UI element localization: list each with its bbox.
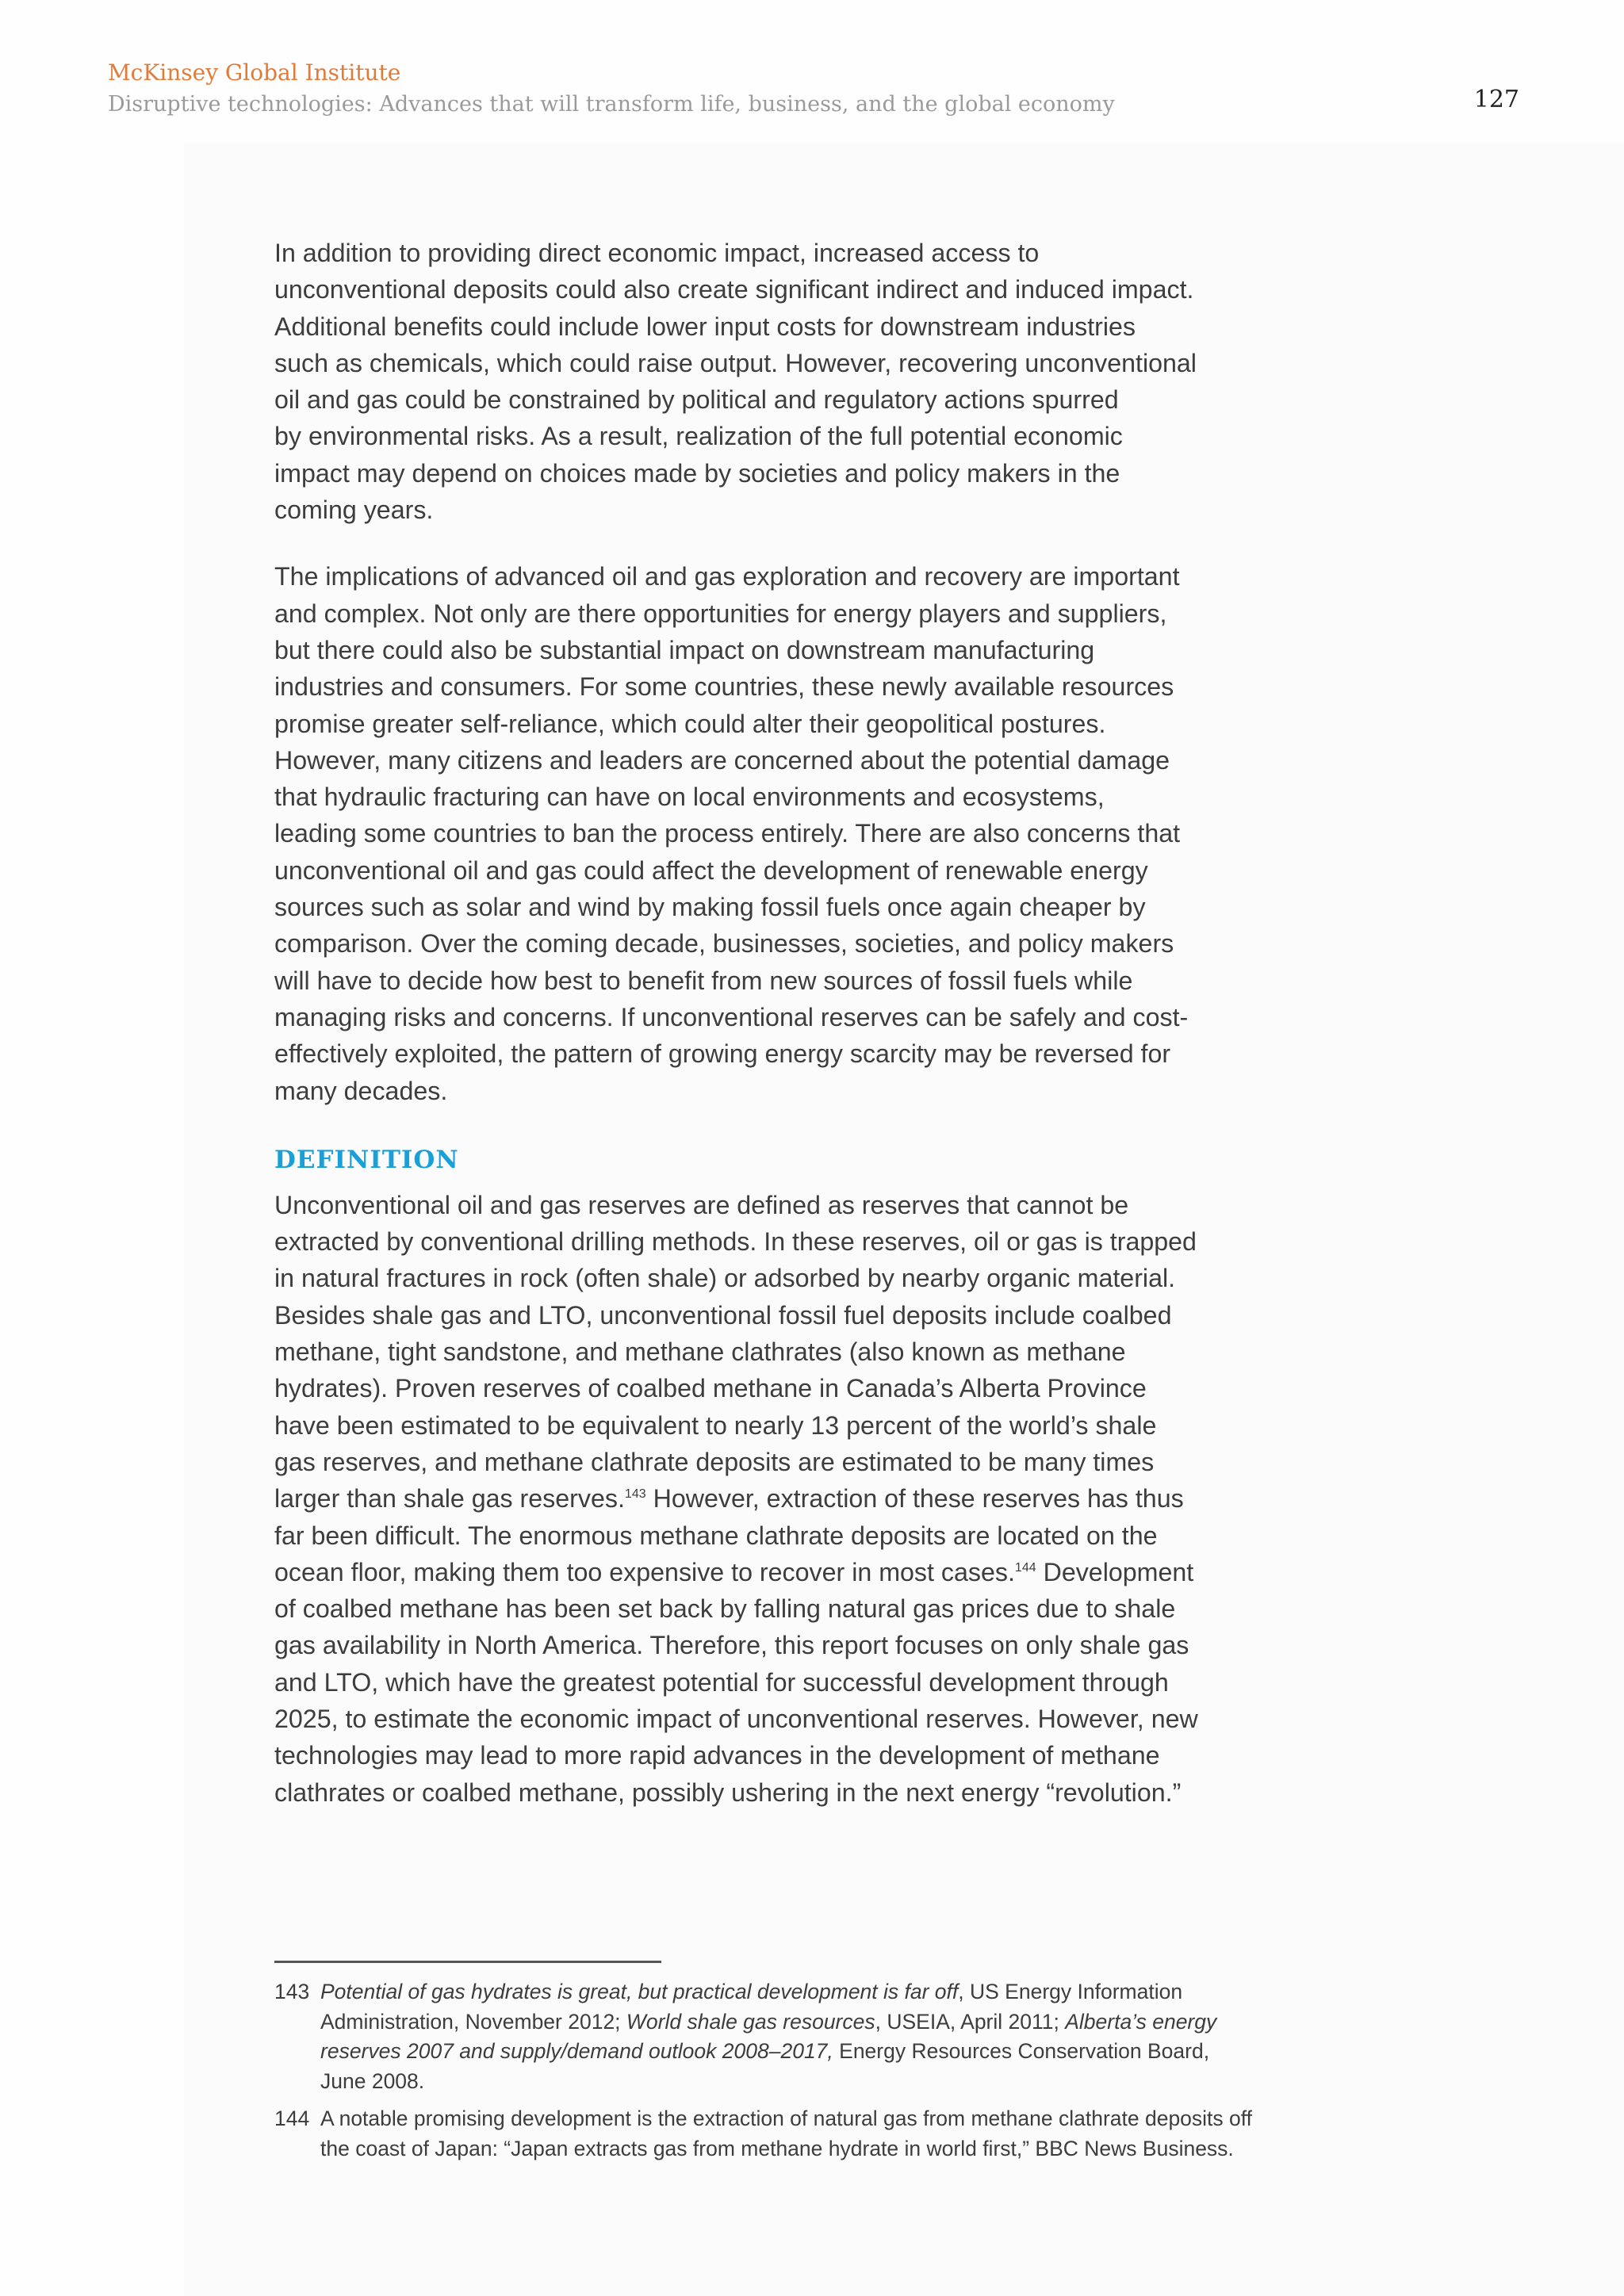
report-title: Disruptive technologies: Advances that will transform life, business, and the global economy — [108, 92, 1115, 117]
footnote-source-title: Potential of gas hydrates is great, but practical development is far off — [320, 1980, 959, 2003]
footnotes — [274, 1977, 1258, 2172]
page-number: 127 — [1473, 86, 1519, 113]
footnote-source-title: World shale gas resources — [626, 2009, 875, 2034]
body-paragraph-1: In addition to providing direct economic impact, increased access to unconventional deposits could also create significant indirect and induced impact. Additional benefits could include lower input costs for downstream industries such as chemicals, which could raise output. However, recovering unconventional oil and gas could be constrained by political and regulatory actions spurred by environmental risks. As a result, realization of the full potential economic impact may depend on choices made by societies and policy makers in the coming years. — [274, 239, 1197, 525]
footnote-source-detail: , USEIA, April 2011; — [875, 2009, 1066, 2034]
body-paragraph-2: The implications of advanced oil and gas exploration and recovery are important and complex. Not only are there opportunities for energy players and suppliers, but there could also be substantial impact on downstream manufacturing industries and consumers. For some countries, these newly available resources promise greater self-reliance, which could alter their geopolitical postures. However, many citizens and leaders are concerned about the potential damage that hydraulic fracturing can have on local environments and ecosystems, leading some countries to ban the process entirely. There are also concerns that unconventional oil and gas could affect the development of renewable energy sources such as solar and wind by making fossil fuels once again cheaper by comparison. Over the coming decade, businesses, societies, and policy makers will have to decide how best to benefit from new sources of fossil fuels while managing risks and concerns. If unconventional reserves can be safely and cost- effectively exploited, the pattern of growing energy scarcity may be reversed for many decades. — [274, 562, 1189, 1105]
main-content — [274, 235, 1258, 1841]
definition-text-part-1: Unconventional oil and gas reserves are defined as reserves that cannot be extracted by conventional drilling methods. In these reserves, oil or gas is trapped in natural fractures in rock (often shale) or adsorbed by nearby organic material. Besides shale gas and LTO, unconventional fossil fuel deposits include coalbed methane, tight sandstone, and methane clathrates (also known as methane hydrates). Proven reserves of coalbed methane in Canada’s Alberta Province have been estimated to be equivalent to nearly 13 percent of the world’s shale gas reserves, and methane clathrate deposits are estimated to be many times larger than shale gas reserves. — [274, 1190, 1197, 1513]
footnote-divider — [274, 1961, 661, 1963]
footnote-ref-144[interactable]: 144 — [1014, 1560, 1036, 1575]
footnote-144 — [274, 2104, 1258, 2164]
footnote-source-detail: Energy Resources Conservation Board, June 2008. — [320, 2039, 1210, 2093]
definition-text-part-3: Development of coalbed methane has been set back by falling natural gas prices due to shale gas availability in North America. Therefore, this report focuses on only shale gas and LTO, which have the greatest potential for successful development through 2025, to estimate the economic impact of unconventional reserves. However, new technologies may lead to more rapid advances in the development of methane clathrates or coalbed methane, possibly ushering in the next energy “revolution.” — [274, 1557, 1198, 1807]
definition-paragraph — [274, 1187, 1258, 1811]
running-header — [108, 57, 1519, 121]
footnote-ref-143[interactable]: 143 — [624, 1487, 646, 1502]
publisher-name: McKinsey Global Institute — [108, 59, 401, 86]
footnote-143 — [274, 1977, 1258, 2096]
footnote-text — [320, 1977, 1258, 2096]
footnote-number: 143 — [274, 1980, 310, 2003]
footnote-number: 144 — [274, 2107, 310, 2130]
footnote-source-title: Alberta’s energy reserves 2007 and supply/demand outlook 2008–2017, — [320, 2009, 1217, 2063]
footnote-text: A notable promising development is the extraction of natural gas from methane clathrate deposits off the coast of Japan: “Japan extracts gas from methane hydrate in world first,” BBC News Business. — [320, 2107, 1253, 2160]
definition-heading: DEFINITION — [274, 1145, 459, 1174]
footnote-source-detail: , US Energy Information Administration, November 2012; — [320, 1980, 1183, 2034]
definition-text-part-2: However, extraction of these reserves has thus far been difficult. The enormous methane clathrate deposits are located on the ocean floor, making them too expensive to recover in most cases. — [274, 1484, 1184, 1586]
